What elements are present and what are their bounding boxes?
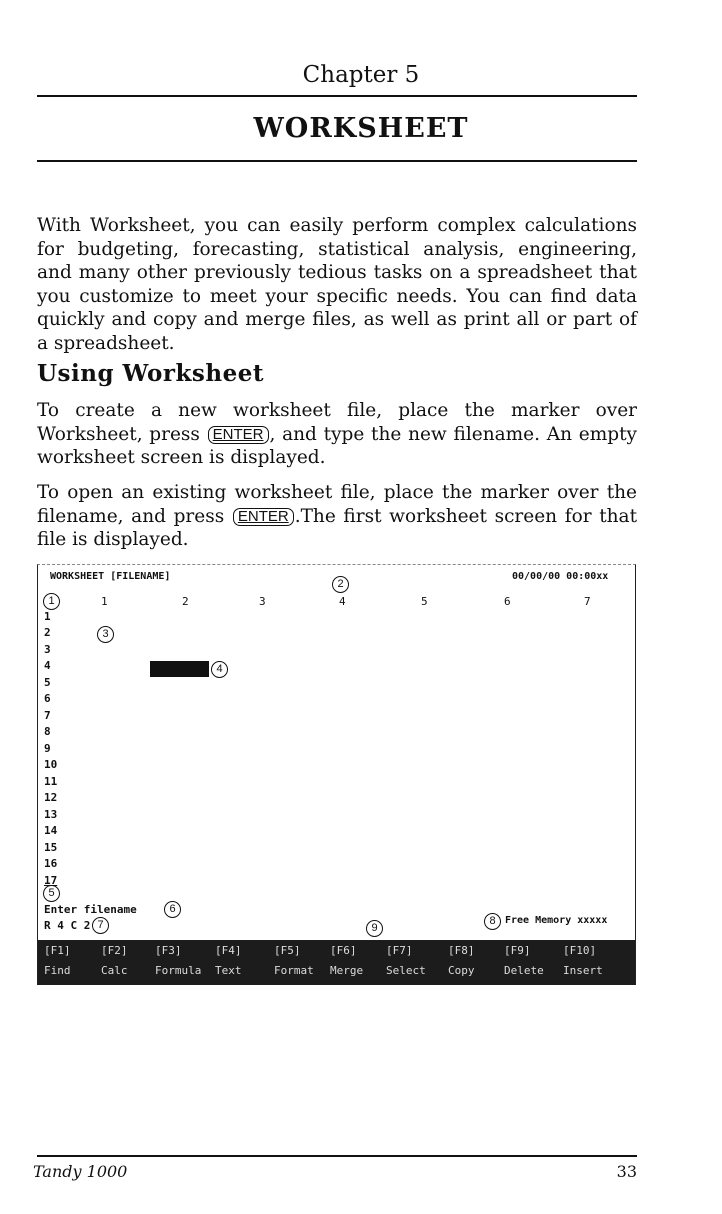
fkey-f3-label: Formula (155, 964, 202, 977)
callout-3: 3 (97, 626, 114, 643)
fkey-f5: [F5] (274, 944, 301, 957)
column-header: 3 (259, 595, 266, 608)
fkey-f8-label: Copy (448, 964, 475, 977)
column-header: 1 (101, 595, 108, 608)
row-number: 4 (44, 659, 51, 672)
callout-4: 4 (211, 661, 228, 678)
free-memory-status: Free Memory xxxxx (505, 915, 608, 926)
open-text-after: .The first worksheet screen for that file is displayed. (37, 505, 638, 550)
row-number: 3 (44, 643, 51, 656)
fkey-f9: [F9] (504, 944, 531, 957)
row-number: 13 (44, 808, 58, 821)
row-number: 10 (44, 758, 58, 771)
row-number: 7 (44, 709, 51, 722)
create-paragraph (37, 399, 637, 470)
fkey-f7: [F7] (386, 944, 413, 957)
column-header: 6 (504, 595, 511, 608)
column-header: 2 (182, 595, 189, 608)
fkey-f9-label: Delete (504, 964, 544, 977)
row-number: 9 (44, 742, 51, 755)
fkey-f1: [F1] (44, 944, 71, 957)
row-number: 8 (44, 725, 51, 738)
column-header: 5 (421, 595, 428, 608)
page-title: WORKSHEET (253, 113, 469, 144)
callout-9: 9 (366, 920, 383, 937)
footer-rule (37, 1155, 637, 1157)
callout-1: 1 (43, 593, 60, 610)
worksheet-screen-illustration (37, 564, 636, 985)
row-number: 17 (44, 874, 58, 887)
column-header: 7 (584, 595, 591, 608)
row-number: 14 (44, 824, 58, 837)
fkey-f10-label: Insert (563, 964, 603, 977)
fkey-f8: [F8] (448, 944, 475, 957)
title-rule-bottom (37, 160, 637, 162)
create-text-after: , and type the new filename. An empty worksheet screen is displayed. (37, 423, 637, 468)
enter-key-icon: ENTER (233, 508, 294, 526)
open-paragraph (37, 481, 637, 552)
column-header: 4 (339, 595, 346, 608)
row-number: 1 (44, 610, 51, 623)
callout-2: 2 (332, 576, 349, 593)
screen-header-title: WORKSHEET [FILENAME] (50, 571, 171, 582)
fkey-f2: [F2] (101, 944, 128, 957)
row-number: 11 (44, 775, 58, 788)
chapter-label: Chapter 5 (302, 62, 420, 88)
fkey-f6: [F6] (330, 944, 357, 957)
callout-6: 6 (164, 901, 181, 918)
cell-position-status: R 4 C 2 (44, 919, 91, 932)
callout-7: 7 (92, 917, 109, 934)
section-heading: Using Worksheet (37, 360, 264, 387)
fkey-f4-label: Text (215, 964, 242, 977)
enter-key-icon: ENTER (208, 426, 269, 444)
callout-5: 5 (43, 885, 60, 902)
row-number: 15 (44, 841, 58, 854)
row-number: 6 (44, 692, 51, 705)
fkey-f5-label: Format (274, 964, 314, 977)
callout-8: 8 (484, 913, 501, 930)
intro-paragraph: With Worksheet, you can easily perform complex calculations for budgeting, forecasting, statistical analysis, engineering, and many other previously tedious tasks on a spreadsheet that you customize to meet your specific needs. You can find data quickly and copy and merge files, as well as print all or part of a spreadsheet. (37, 215, 637, 354)
fkey-f4: [F4] (215, 944, 242, 957)
row-number: 16 (44, 857, 58, 870)
fkey-f3: [F3] (155, 944, 182, 957)
row-number: 5 (44, 676, 51, 689)
fkey-f1-label: Find (44, 964, 71, 977)
row-number: 2 (44, 626, 51, 639)
fkey-f7-label: Select (386, 964, 426, 977)
function-key-bar (38, 940, 635, 985)
fkey-f10: [F10] (563, 944, 597, 957)
title-rule-top (37, 95, 637, 97)
row-number: 12 (44, 791, 58, 804)
open-text-before: To open an existing worksheet file, place the marker over the filename, and press (37, 482, 637, 527)
create-text-before: To create a new worksheet file, place the marker over Worksheet, press (37, 400, 637, 445)
fkey-f6-label: Merge (330, 964, 364, 977)
footer-book-title: Tandy 1000 (33, 1162, 128, 1181)
page-number: 33 (616, 1162, 637, 1181)
screen-header-datetime: 00/00/00 00:00xx (512, 571, 609, 582)
fkey-f2-label: Calc (101, 964, 128, 977)
filename-prompt: Enter filename (44, 903, 137, 916)
cell-cursor (150, 661, 209, 677)
